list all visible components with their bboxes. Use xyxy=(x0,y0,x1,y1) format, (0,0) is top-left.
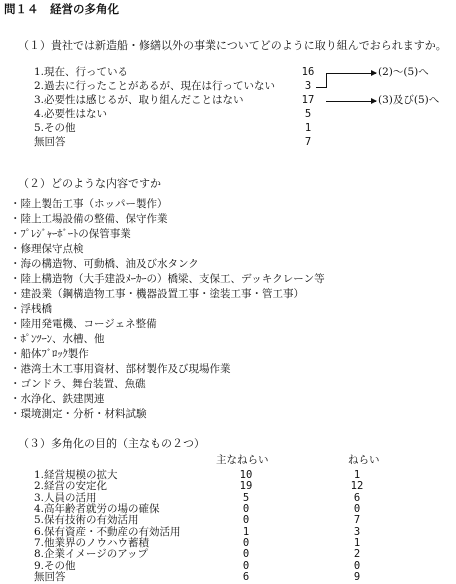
q3-row-label: 3.人員の活用 xyxy=(34,491,97,504)
q1-row-count: 16 xyxy=(301,66,315,78)
q3-sub-value: 2 xyxy=(353,548,361,561)
q3-main-value: 0 xyxy=(242,514,250,527)
q1-row-label: 無回答 xyxy=(34,136,66,148)
q1-row-count: 3 xyxy=(304,80,312,92)
q3-row xyxy=(0,572,456,583)
q3-row-label: 8.企業イメージのアップ xyxy=(34,548,148,561)
q1-row-count: 17 xyxy=(301,94,315,106)
q1-row-count: 7 xyxy=(304,136,312,148)
q3-main-value: 10 xyxy=(239,469,253,481)
q1-row-count: 1 xyxy=(304,122,312,134)
list-item: ・ゴンドラ、舞台装置、魚礁 xyxy=(10,378,146,390)
list-item: ・陸上工場設備の整備、保守作業 xyxy=(10,213,168,225)
list-item: ・建設業（鋼構造物工事・機器設置工事・塗装工事・管工事） xyxy=(10,288,304,300)
q1-row-label: 2.過去に行ったことがあるが、現在は行っていない xyxy=(34,80,276,92)
q1-row xyxy=(0,123,456,137)
bracket-line xyxy=(316,87,327,88)
q3-row xyxy=(0,493,456,504)
q2-heading: （２）どのような内容ですか xyxy=(18,177,161,190)
q1-row xyxy=(0,67,456,81)
list-item: ・陸上構造物（大手建設ﾒｰｶｰの）橋梁、支保工、デッキクレーン等 xyxy=(10,273,325,285)
q3-row-label: 5.保有技術の有効活用 xyxy=(34,514,139,527)
bracket-line xyxy=(326,73,327,87)
q3-sub-value: 9 xyxy=(353,571,361,583)
list-item: ・ﾎﾟﾝﾂｰﾝ、水槽、他 xyxy=(10,333,105,345)
q3-main-value: 6 xyxy=(242,571,250,583)
list-item: ・ﾌﾟﾚｼﾞｬｰﾎﾞｰﾄの保管事業 xyxy=(10,228,131,240)
q3-row xyxy=(0,549,456,560)
q3-main-value: 1 xyxy=(242,525,250,538)
q1-row xyxy=(0,109,456,123)
col-main-header: 主なねらい xyxy=(216,454,269,466)
q3-main-value: 0 xyxy=(242,503,250,515)
q3-row-label: 4.高年齢者就労の場の確保 xyxy=(34,503,160,515)
q3-row xyxy=(0,527,456,538)
arrow-connector xyxy=(326,73,376,74)
q3-row-label: 1.経営規模の拡大 xyxy=(34,469,118,481)
q1-row xyxy=(0,81,456,95)
q1-row-note: (3)及び(5)へ xyxy=(378,94,440,106)
q3-row-label: 無回答 xyxy=(34,571,66,583)
list-item: ・海の構造物、可動橋、油及び水タンク xyxy=(10,258,199,270)
q1-row-label: 5.その他 xyxy=(34,122,76,134)
q3-main-value: 0 xyxy=(242,537,250,549)
q1-row-label: 1.現在、行っている xyxy=(34,66,129,78)
list-item: ・水浄化、鉄建関連 xyxy=(10,393,105,405)
q3-row-label: 6.保有資産・不動産の有効活用 xyxy=(34,525,181,538)
q1-row-note: (2)～(5)へ xyxy=(378,66,429,78)
q3-sub-value: 6 xyxy=(353,491,361,504)
list-item: ・環境測定・分析・材料試験 xyxy=(10,408,147,420)
q3-sub-value: 0 xyxy=(353,559,361,572)
list-item: ・修理保守点検 xyxy=(10,243,84,255)
q3-row xyxy=(0,481,456,492)
q3-sub-value: 1 xyxy=(353,469,361,481)
q1-row-label: 3.必要性は感じるが、取り組んだことはない xyxy=(34,94,244,106)
q1-row xyxy=(0,95,456,109)
q3-main-value: 5 xyxy=(242,491,250,504)
q3-sub-value: 7 xyxy=(353,514,361,527)
page-title: 問１４ 経営の多角化 xyxy=(4,2,119,16)
list-item: ・陸用発電機、コージェネ整備 xyxy=(10,318,157,330)
list-item: ・港湾土木工事用資材、部材製作及び現場作業 xyxy=(10,363,231,375)
q3-column-headers xyxy=(0,455,456,469)
q1-row xyxy=(0,137,456,151)
q1-heading: （１）貴社では新造船・修繕以外の事業についてどのように取り組んでおられますか。 xyxy=(18,39,447,52)
list-item: ・陸上製缶工事（ホッパー製作） xyxy=(10,198,168,210)
q3-main-value: 0 xyxy=(242,548,250,561)
q3-sub-value: 1 xyxy=(353,537,361,549)
q1-row-count: 5 xyxy=(304,108,312,120)
q3-sub-value: 12 xyxy=(350,480,364,493)
list-item: ・船体ﾌﾞﾛｯｸ製作 xyxy=(10,348,89,360)
q3-row-label: 2.経営の安定化 xyxy=(34,480,108,493)
q3-row xyxy=(0,561,456,572)
q1-row-label: 4.必要性はない xyxy=(34,108,108,120)
q3-row xyxy=(0,515,456,526)
col-sub-header: ねらい xyxy=(348,454,380,466)
q3-heading: （３）多角化の目的（主なもの２つ） xyxy=(18,437,205,450)
q3-sub-value: 0 xyxy=(353,503,361,515)
arrow-connector xyxy=(326,101,376,102)
q3-main-value: 19 xyxy=(239,480,253,493)
q3-sub-value: 3 xyxy=(353,525,361,538)
q3-row-label: 7.他業界のノウハウ蓄積 xyxy=(34,537,150,549)
q3-row-label: 9.その他 xyxy=(34,559,76,572)
q3-main-value: 0 xyxy=(242,559,250,572)
list-item: ・浮桟橋 xyxy=(10,303,52,315)
